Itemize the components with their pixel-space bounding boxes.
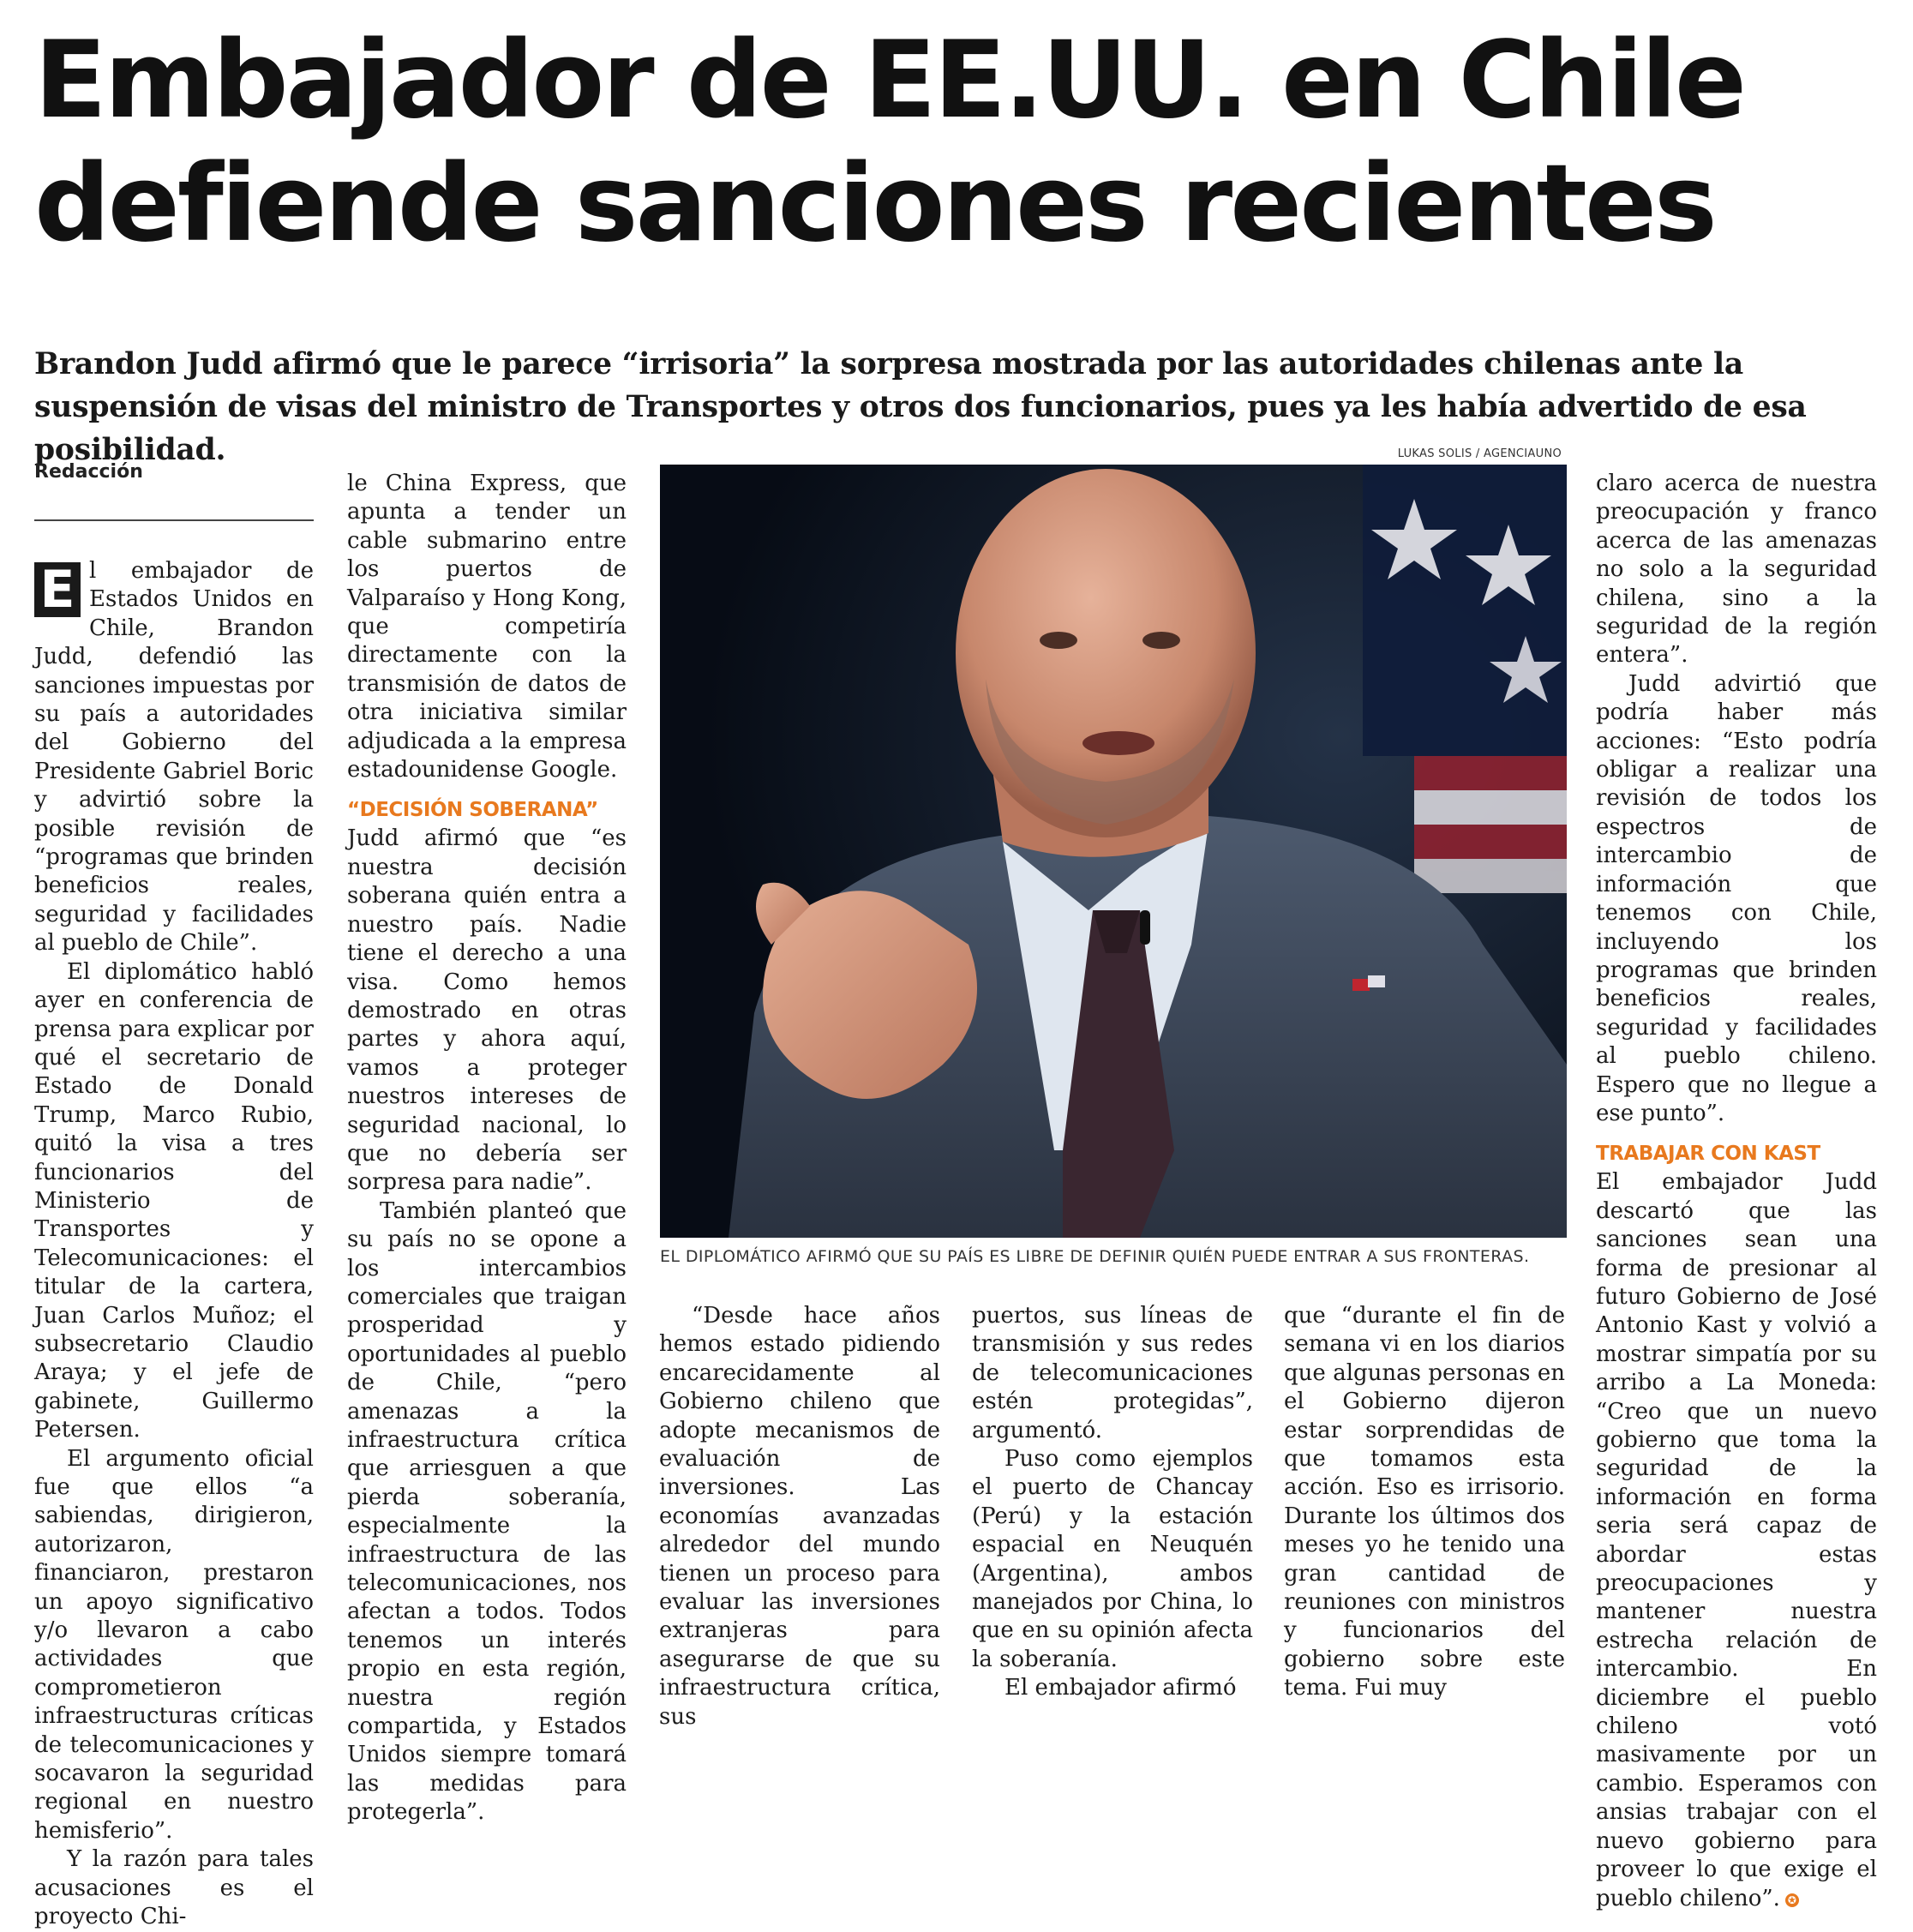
paragraph: El diplomático habló ayer en conferencia de prensa para explicar por qué el secretario de Estado de Donald Trump, Marco Rubio, quitó la visa a tres funcionarios del Ministerio de Transportes y Telecomunicaciones: el titular de la cartera, Juan Carlos Muñoz; el subsecretario Claudio Araya; y el jefe de gabinete, Guillermo Petersen.	[34, 958, 314, 1443]
photo-credit: LUKAS SOLIS / AGENCIAUNO	[1397, 447, 1562, 460]
paragraph: puertos, sus líneas de transmisión y sus redes de telecomunicaciones estén protegidas”, argumentó.	[972, 1303, 1253, 1443]
article-column-3	[659, 1302, 940, 1731]
deck-summary: Brandon Judd afirmó que le parece “irrisoria” la sorpresa mostrada por las autoridades chilenas ante la suspensión de visas del ministro de Transportes y otros dos funcionarios, pues ya les había advertido de esa posibilidad.	[34, 347, 1807, 467]
paragraph: Judd afirmó que “es nuestra decisión soberana quién entra a nuestro país. Nadie tiene el derecho a una visa. Como hemos demostrado en otras partes y ahora aquí, vamos a proteger nuestros intereses de seguridad nacional, lo que no debería ser sorpresa para nadie”.	[347, 825, 627, 1196]
paragraph	[1596, 1168, 1877, 1913]
paragraph: que “durante el fin de semana vi en los diarios que algunas personas en el Gobierno dijeron estar sorprendidas de que tomamos esta acción. Eso es irrisorio. Durante los últimos dos meses yo he tenido una gran cantidad de reuniones con ministros y funcionarios del gobierno sobre este tema. Fui muy	[1284, 1303, 1565, 1701]
paragraph: El argumento oficial fue que ellos “a sabiendas, dirigieron, autorizaron, financiaron, prestaron un apoyo significativo y/o llevaron a cabo actividades que comprometieron infraestructuras críticas de telecomunicaciones y socavaron la seguridad regional en nuestro hemisferio”.	[34, 1445, 314, 1844]
headline-line-2: defiende sanciones recientes	[34, 142, 1715, 266]
article-column-4	[972, 1302, 1253, 1703]
drop-cap: E	[34, 562, 81, 617]
subheading: “DECISIÓN SOBERANA”	[347, 799, 598, 822]
article-column-6	[1596, 470, 1877, 1913]
paragraph: Y la razón para tales acusaciones es el proyecto Chi-	[34, 1846, 314, 1930]
photo-caption: EL DIPLOMÁTICO AFIRMÓ QUE SU PAÍS ES LIBRE DE DEFINIR QUIÉN PUEDE ENTRAR A SUS FRONTERAS.	[660, 1247, 1530, 1266]
article-photo	[660, 465, 1567, 1238]
article-column-1	[34, 557, 314, 1932]
paragraph: Judd advirtió que podría haber más acciones: “Esto podría obligar a realizar una revisión de todos los espectros de intercambio de información que tenemos con Chile, incluyendo los programas que brinden beneficios reales, seguridad y facilidades al pueblo chileno. Espero que no llegue a ese punto”.	[1596, 670, 1877, 1126]
article-column-2	[347, 470, 627, 1827]
paragraph: “Desde hace años hemos estado pidiendo encarecidamente al Gobierno chileno que adopte mecanismos de evaluación de inversiones. Las economías avanzadas alrededor del mundo tienen un proceso para evaluar las inversiones extranjeras para asegurarse de que su infraestructura crítica, sus	[659, 1303, 940, 1730]
paragraph-text: El embajador Judd descartó que las sanciones sean una forma de presionar al futuro Gobierno de José Antonio Kast y volvió a mostrar simpatía por su arribo a La Moneda: “Creo que un nuevo gobierno que toma la seguridad de la información en forma seria será capaz de abordar estas preocupaciones y mantener nuestra estrecha relación de intercambio. En diciembre el pueblo chileno votó masivamente por un cambio. Esperamos con ansias trabajar con el nuevo gobierno para proveer lo que exige el pueblo chileno”.	[1596, 1169, 1877, 1911]
headline	[34, 19, 1886, 266]
paragraph: Puso como ejemplos el puerto de Chancay (Perú) y la estación espacial en Neuquén (Argentina), ambos manejados por China, lo que en su opinión afecta la soberanía.	[972, 1446, 1253, 1672]
paragraph: le China Express, que apunta a tender un cable submarino entre los puertos de Valparaíso y Hong Kong, que competiría directamente con la transmisión de datos de otra iniciativa similar adjudicada a la empresa estadounidense Google.	[347, 471, 627, 783]
paragraph	[34, 557, 314, 958]
end-of-article-icon: ✪	[1785, 1893, 1799, 1907]
byline-divider	[34, 519, 314, 521]
paragraph: El embajador afirmó	[1004, 1675, 1237, 1701]
headline-line-1: Embajador de EE.UU. en Chile	[34, 19, 1744, 142]
article-column-5	[1284, 1302, 1565, 1703]
subheading: TRABAJAR CON KAST	[1596, 1143, 1820, 1166]
paragraph-text: l embajador de Estados Unidos en Chile, Brandon Judd, defendió las sanciones impuestas por su país a autoridades del Gobierno del Presidente Gabriel Boric y advirtió sobre la posible revisión de “programas que brinden beneficios reales, seguridad y facilidades al pueblo de Chile”.	[34, 558, 314, 957]
paragraph: claro acerca de nuestra preocupación y franco acerca de las amenazas no solo a la seguridad chilena, sino a la seguridad de la región entera”.	[1596, 471, 1877, 669]
byline: Redacción	[34, 461, 143, 483]
paragraph: También planteó que su país no se opone a los intercambios comerciales que traigan prosperidad y oportunidades al pueblo de Chile, “pero amenazas a la infraestructura crítica que arriesguen a que pierda soberanía, especialmente la infraestructura de las telecomunicaciones, nos afectan a todos. Todos tenemos un interés propio en esta región, nuestra región compartida, y Estados Unidos siempre tomará las medidas para protegerla”.	[347, 1197, 627, 1826]
photo-illustration	[660, 465, 1567, 1238]
